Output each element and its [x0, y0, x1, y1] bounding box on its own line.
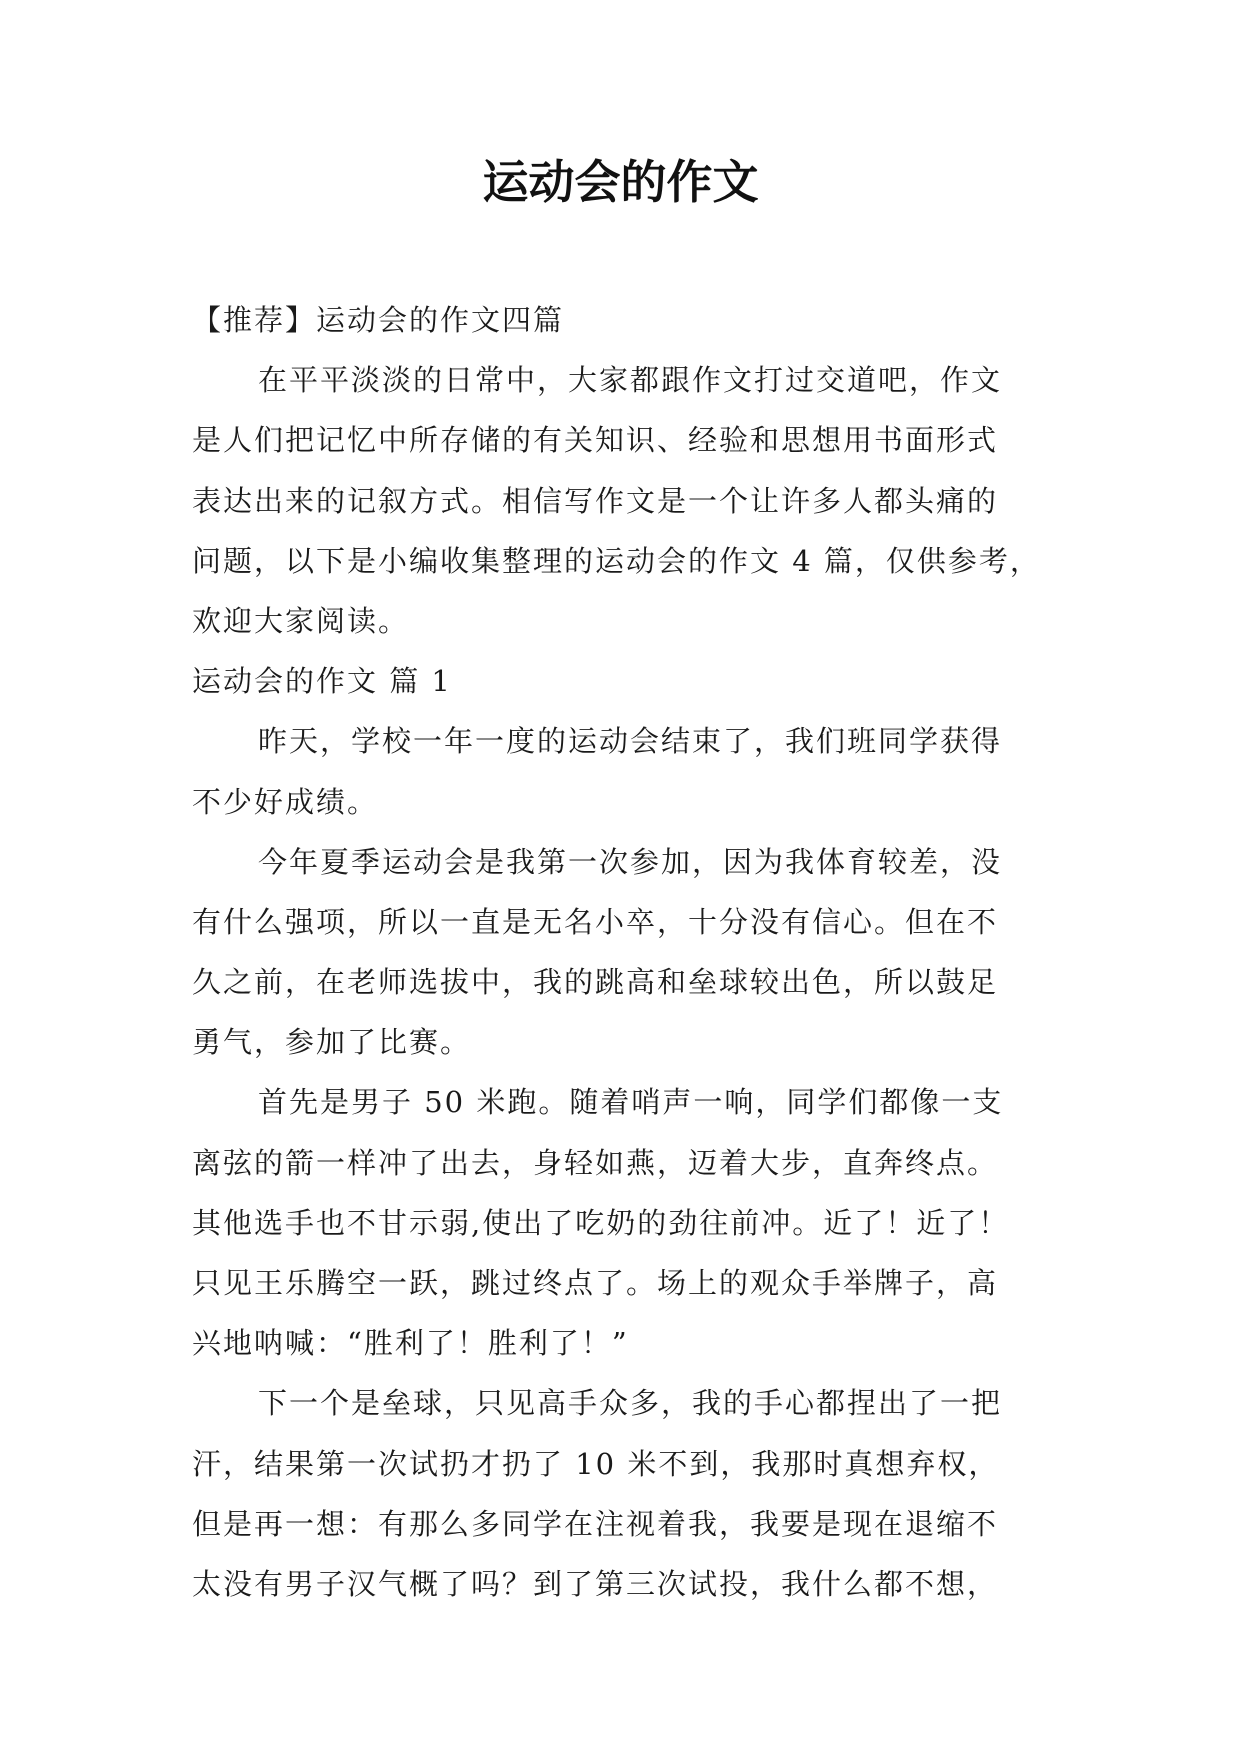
page-title: 运动会的作文	[482, 155, 759, 209]
text-line: 表达出来的记叙方式。相信写作文是一个让许多人都头痛的	[192, 483, 999, 518]
text-line: 兴地呐喊：“胜利了！胜利了！”	[192, 1326, 629, 1361]
text-line: 下一个是垒球，只见高手众多，我的手心都捏出了一把	[258, 1386, 1003, 1421]
text-line: 今年夏季运动会是我第一次参加，因为我体育较差，没	[258, 844, 1003, 879]
text-line: 太没有男子汉气概了吗？到了第三次试投，我什么都不想，	[192, 1566, 999, 1601]
text-line: 久之前，在老师选拔中，我的跳高和垒球较出色，所以鼓足	[192, 965, 999, 1000]
text-line: 其他选手也不甘示弱,使出了吃奶的劲往前冲。近了！近了！	[192, 1205, 1010, 1240]
text-line: 但是再一想：有那么多同学在注视着我，我要是现在退缩不	[192, 1506, 999, 1541]
text-line: 勇气，参加了比赛。	[192, 1025, 472, 1060]
text-line: 只见王乐腾空一跃，跳过终点了。场上的观众手举牌子，高	[192, 1266, 999, 1300]
text-line: 运动会的作文 篇 1	[192, 664, 452, 699]
text-line: 在平平淡淡的日常中，大家都跟作文打过交道吧，作文	[258, 363, 1003, 398]
text-line: 欢迎大家阅读。	[192, 603, 410, 638]
text-line: 不少好成绩。	[192, 784, 379, 819]
text-line: 【推荐】运动会的作文四篇	[192, 303, 565, 337]
text-line: 问题，以下是小编收集整理的运动会的作文 4 篇，仅供参考，	[192, 543, 1041, 578]
text-line: 汗，结果第一次试扔才扔了 10 米不到，我那时真想弃权，	[192, 1446, 1000, 1481]
text-line: 是人们把记忆中所存储的有关知识、经验和思想用书面形式	[192, 423, 999, 458]
text-line: 有什么强项，所以一直是无名小卒，十分没有信心。但在不	[192, 904, 999, 939]
text-line: 离弦的箭一样冲了出去，身轻如燕，迈着大步，直奔终点。	[192, 1145, 999, 1180]
document-body	[192, 290, 1062, 1614]
text-line: 昨天，学校一年一度的运动会结束了，我们班同学获得	[258, 724, 1003, 759]
text-line: 首先是男子 50 米跑。随着哨声一响，同学们都像一支	[258, 1085, 1004, 1120]
